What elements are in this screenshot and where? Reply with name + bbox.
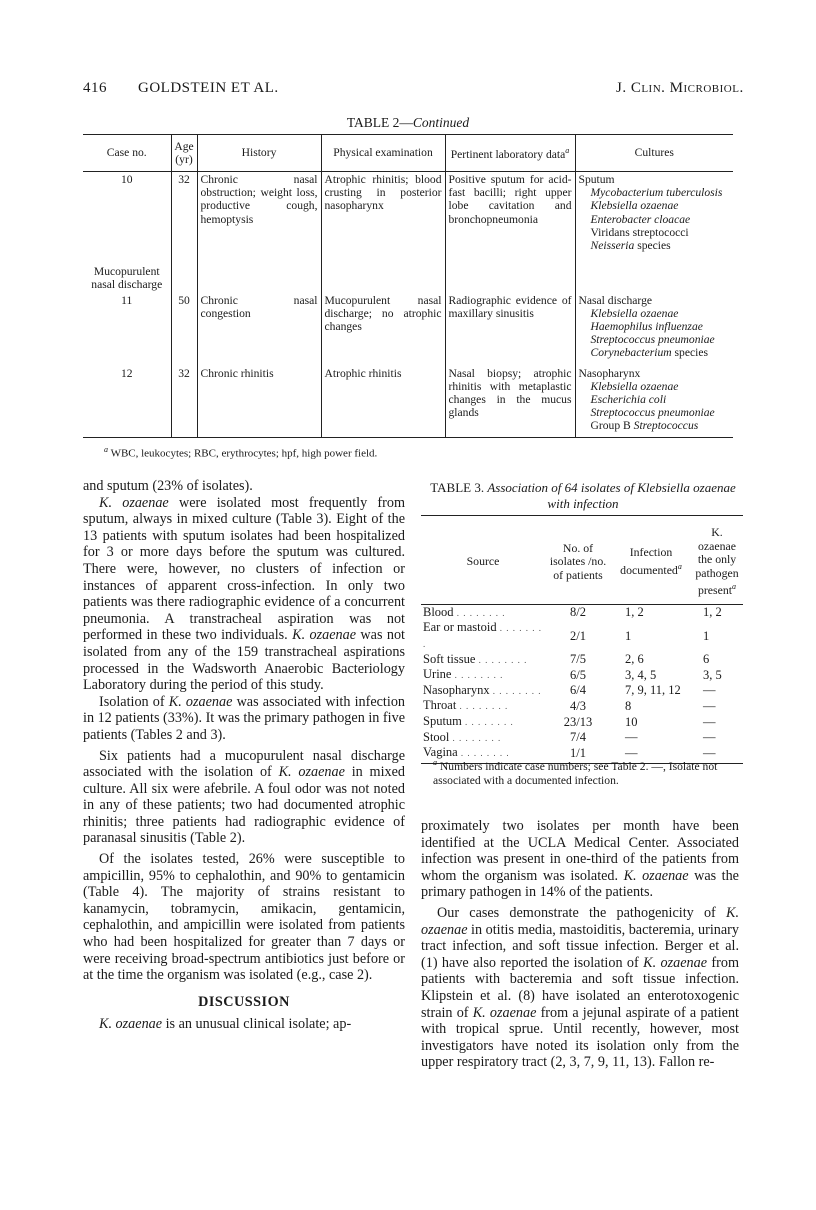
cultures: Nasal discharge Klebsiella ozaenae Haemophilus influenzae Streptococcus pneumoniae Corynebacterium species: [575, 293, 733, 361]
lab-data: Nasal biopsy; atrophic rhinitis with metaplastic changes in the mucus glands: [445, 361, 575, 438]
table-row: [421, 730, 743, 746]
table3-col-only: K. ozaenae the only pathogen present$^a$: [691, 516, 743, 605]
table2-title-prefix: TABLE 2—: [346, 115, 413, 130]
paragraph: Of the isolates tested, 26% were susceptible to ampicillin, 95% to cephalothin, and 90% to gentamicin (Table 4). The majority of strains resistant to kanamycin, tobramycin, amikacin, gentamicin, cephalothin, and ampicillin were isolated from patients who had been hospitalized for greater than 7 days or were receiving broad-spectrum antibiotics just before or at the time the organism was isolated (e.g., case 2).: [83, 851, 405, 984]
source: Urine . . . . . . . .: [423, 667, 504, 682]
lab-data: Radiographic evidence of maxillary sinusitis: [445, 293, 575, 361]
infection-documented: 10: [625, 714, 638, 729]
history: Chronic rhinitis: [197, 361, 321, 438]
paragraph: K. ozaenae is an unusual clinical isolate; ap-: [99, 1016, 352, 1033]
physical-exam: Atrophic rhinitis: [321, 361, 445, 438]
only-pathogen: 3, 5: [703, 667, 722, 682]
table3-col-ratio: No. of isolates /no. of patients: [545, 516, 611, 605]
case-no: 11: [121, 293, 133, 307]
paragraph: Six patients had a mucopurulent nasal discharge associated with the isolation of K. ozaenae in mixed culture. All six were afebrile. A foul odor was not noted in any of these patients; two had documented atrophic rhinitis; three patients had radiographic evidence of paranasal sinusitis (Table 2).: [83, 747, 405, 847]
infection-documented: —: [625, 730, 638, 745]
age: 50: [171, 293, 197, 361]
table3-col-infection: Infection documented$^a$: [611, 516, 691, 605]
infection-documented: 7, 9, 11, 12: [625, 683, 681, 698]
table2: [83, 134, 733, 438]
table2-col-history: History: [197, 135, 321, 172]
section-heading: DISCUSSION: [198, 993, 290, 1010]
table-row: [83, 361, 733, 438]
physical-exam: Atrophic rhinitis; blood crusting in posterior nasopharynx: [321, 172, 445, 254]
only-pathogen: 1, 2: [703, 605, 722, 620]
table2-col-lab: Pertinent laboratory data$^a$: [445, 135, 575, 172]
infection-documented: 8: [625, 698, 632, 713]
source: Nasopharynx . . . . . . . .: [423, 682, 542, 697]
isolates-patients: 23/13: [563, 714, 593, 729]
table-row: [421, 604, 743, 620]
isolates-patients: 6/4: [570, 683, 586, 698]
table2-title-continued: Continued: [412, 115, 470, 130]
source: Ear or mastoid . . . . . . . .: [423, 620, 542, 650]
infection-documented: —: [611, 745, 691, 763]
only-pathogen: —: [703, 730, 716, 745]
paragraph: Our cases demonstrate the pathogenicity of K. ozaenae in otitis media, mastoiditis, bacteremia, urinary tract infection, and soft tissue infection. Berger et al. (1) have also reported the isolation of K. ozaenae from patients with bacteremia and soft tissue infection. Klipstein et al. (8) have isolated an enterotoxogenic strain of K. ozaenae from a jejunal aspirate of a patient with tropical sprue. Until recently, however, most investigators have noted its isolation only from the upper respiratory tract (2, 3, 7, 9, 11, 13). Fallon re-: [421, 904, 739, 1071]
isolates-patients: 7/4: [570, 730, 586, 745]
history: Chronic nasal obstruction; weight loss, productive cough, hemoptysis: [197, 172, 321, 254]
only-pathogen: —: [691, 745, 743, 763]
table-row: [421, 652, 743, 668]
isolates-patients: 2/1: [570, 628, 586, 643]
source: Sputum . . . . . . . .: [423, 714, 514, 729]
table2-header-row: [83, 135, 733, 172]
source: Throat . . . . . . . .: [423, 698, 509, 713]
table-row: [421, 667, 743, 683]
body-column-left: [83, 478, 405, 1033]
only-pathogen: 1: [703, 628, 710, 643]
cultures: Sputum Mycobacterium tuberculosis Klebsiella ozaenae Enterobacter cloacae Viridans streptococci Neisseria species: [575, 172, 733, 254]
table3-footnote: $^a$ Numbers indicate case numbers; see Table 2. —, Isolate not associated with a documented infection.: [433, 758, 718, 787]
table-row: [83, 253, 733, 292]
isolates-patients: 8/2: [570, 605, 586, 620]
paragraph: proximately two isolates per month have been identified at the UCLA Medical Center. Associated infection was present in one-third of the patients from whom the organism was isolated. K. ozaenae was the primary pathogen in 14% of the patients.: [421, 818, 739, 901]
table-row: [83, 172, 733, 254]
table2-col-physical: Physical examination: [321, 135, 445, 172]
table3-col-source: Source: [421, 516, 545, 605]
infection-documented: 1, 2: [625, 605, 644, 620]
physical-exam: Mucopurulent nasal discharge; no atrophic changes: [321, 293, 445, 361]
section-label: Mucopurulent nasal discharge: [91, 265, 163, 292]
table3: [421, 515, 743, 764]
table3-header-row: [421, 516, 743, 605]
infection-documented: 3, 4, 5: [625, 667, 657, 682]
running-authors: GOLDSTEIN ET AL.: [138, 80, 279, 96]
only-pathogen: —: [703, 714, 716, 729]
source: Blood . . . . . . . .: [423, 604, 506, 619]
table2-footnote: $^a$ WBC, leukocytes; RBC, erythrocytes; hpf, high power field.: [104, 445, 378, 460]
infection-documented: 2, 6: [625, 652, 644, 667]
source: Vagina . . . . . . . .: [421, 745, 545, 763]
table3-title: TABLE 3. Association of 64 isolates of Klebsiella ozaenae with infection: [430, 480, 736, 511]
isolates-patients: 6/5: [570, 667, 586, 682]
paragraph: K. ozaenae were isolated most frequently from sputum, always in mixed culture (Table 3). Eight of the 13 patients with sputum isolates had been hospitalized for 3 or more days before the sputum was cultured. There were, however, no clusters of infection or instances of apparent cross-infection. In only two patients was there radiographic evidence of a concurrent pneumonia. A transtracheal aspiration was not performed in these two individuals. K. ozaenae was not isolated from any of the 159 transtracheal aspirations processed in the Wadsworth Anaerobic Bacteriology Laboratory during the period of this study.: [83, 494, 405, 694]
isolates-patients: 7/5: [570, 652, 586, 667]
table-row: [421, 620, 743, 651]
paragraph: Isolation of K. ozaenae was associated with infection in 12 patients (33%). It was the primary pathogen in five patients (Tables 2 and 3).: [83, 693, 406, 743]
table-row: [83, 293, 733, 361]
isolates-patients: 1/1: [545, 745, 611, 763]
table2-title: [0, 115, 816, 131]
page-number: 416: [83, 80, 107, 96]
paragraph: and sputum (23% of isolates).: [83, 478, 253, 494]
only-pathogen: —: [703, 683, 716, 698]
source: Stool . . . . . . . .: [423, 729, 502, 744]
infection-documented: 1: [625, 628, 632, 643]
table2-col-cultures: Cultures: [575, 135, 733, 172]
age: 32: [171, 361, 197, 438]
only-pathogen: 6: [703, 652, 710, 667]
age: 32: [171, 172, 197, 254]
table2-col-age: Age (yr): [171, 135, 197, 172]
lab-data: Positive sputum for acid-fast bacilli; right upper lobe cavitation and bronchopneumonia: [445, 172, 575, 254]
only-pathogen: —: [703, 698, 716, 713]
isolates-patients: 4/3: [570, 698, 586, 713]
case-no: 12: [83, 361, 171, 438]
running-journal: J. Clin. Microbiol.: [616, 80, 744, 96]
table-row: [421, 714, 743, 730]
table2-col-case: Case no.: [83, 135, 171, 172]
table-row: [421, 683, 743, 699]
source: Soft tissue . . . . . . . .: [423, 651, 528, 666]
body-column-right: [421, 818, 739, 1071]
cultures: Nasopharynx Klebsiella ozaenae Escherichia coli Streptococcus pneumoniae Group B Streptococcus: [575, 361, 733, 438]
history: Chronic nasal congestion: [197, 293, 321, 361]
table-row: [421, 698, 743, 714]
case-no: 10: [120, 173, 133, 186]
